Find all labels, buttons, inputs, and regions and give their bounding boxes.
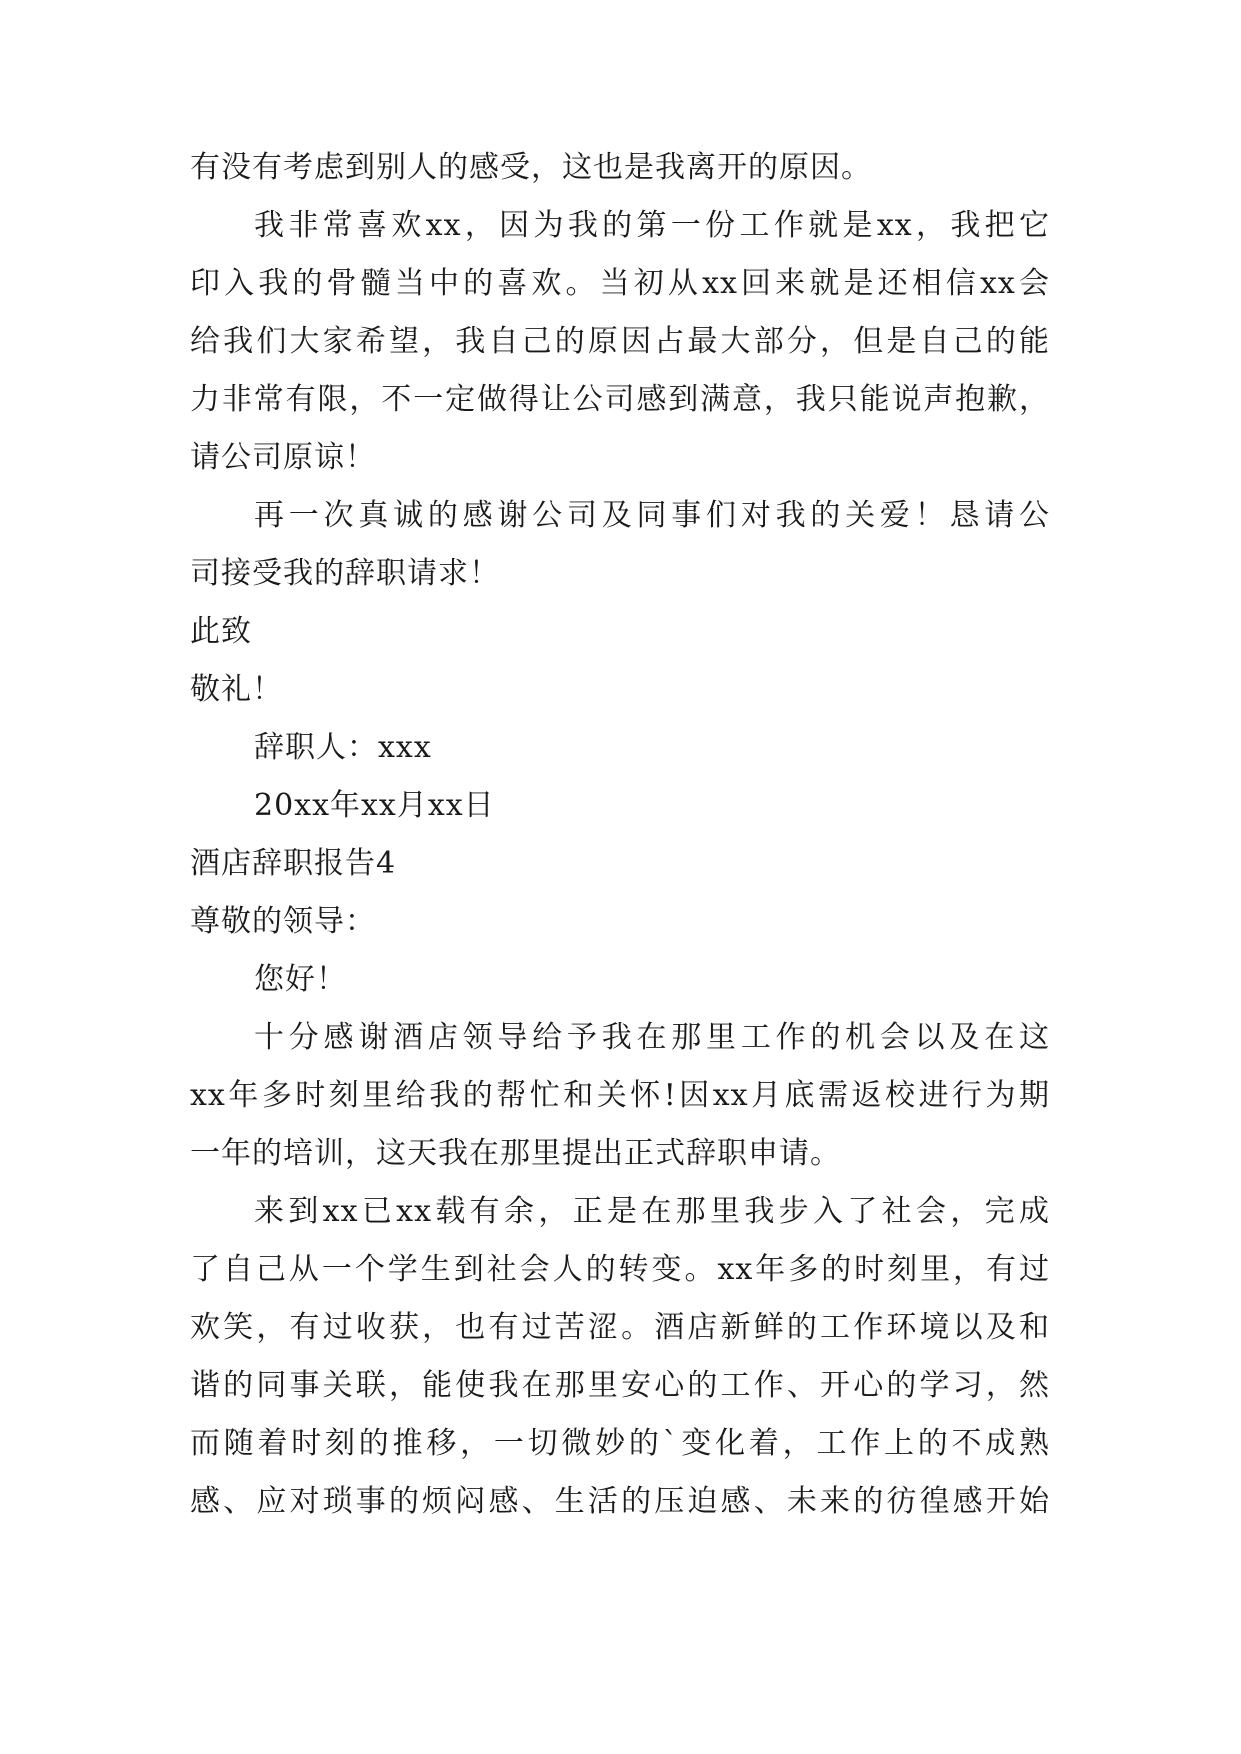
paragraph-first-line: 十分感谢酒店领导给予我在那里工作的机会以及在这 bbox=[254, 1020, 1050, 1055]
section-title: 酒店辞职报告4 bbox=[190, 846, 397, 881]
paragraph-first-line: 我非常喜欢xx，因为我的第一份工作就是xx，我把它 bbox=[254, 208, 1050, 243]
text-line: 感、应对琐事的烦闷感、生活的压迫感、未来的彷徨感开始 bbox=[190, 1484, 1050, 1519]
text-line: 给我们大家希望，我自己的原因占最大部分，但是自己的能 bbox=[190, 324, 1050, 359]
signature-line: 辞职人：xxx bbox=[254, 730, 432, 765]
text-line: 司接受我的辞职请求！ bbox=[190, 556, 500, 591]
text-line: 力非常有限，不一定做得让公司感到满意，我只能说声抱歉， bbox=[190, 382, 1050, 417]
paragraph-first-line: 来到xx已xx载有余，正是在那里我步入了社会，完成 bbox=[254, 1194, 1050, 1229]
date-line: 20xx年xx月xx日 bbox=[254, 788, 495, 823]
text-line: 谐的同事关联，能使我在那里安心的工作、开心的学习，然 bbox=[190, 1368, 1050, 1403]
text-line: 了自己从一个学生到社会人的转变。xx年多的时刻里，有过 bbox=[190, 1252, 1050, 1287]
greeting: 尊敬的领导： bbox=[190, 904, 376, 939]
text-line: xx年多时刻里给我的帮忙和关怀!因xx月底需返校进行为期 bbox=[190, 1078, 1050, 1113]
paragraph-first-line: 再一次真诚的感谢公司及同事们对我的关爱！恳请公 bbox=[254, 498, 1050, 533]
greeting-hello: 您好！ bbox=[254, 962, 347, 997]
text-line: 有没有考虑到别人的感受，这也是我离开的原因。 bbox=[190, 150, 872, 185]
text-line: 一年的培训，这天我在那里提出正式辞职申请。 bbox=[190, 1136, 841, 1171]
text-line: 请公司原谅！ bbox=[190, 440, 376, 475]
closing-salutation: 此致 bbox=[190, 614, 252, 649]
text-line: 欢笑，有过收获，也有过苦涩。酒店新鲜的工作环境以及和 bbox=[190, 1310, 1050, 1345]
closing-regards: 敬礼！ bbox=[190, 672, 283, 707]
text-line: 印入我的骨髓当中的喜欢。当初从xx回来就是还相信xx会 bbox=[190, 266, 1050, 301]
text-line: 而随着时刻的推移，一切微妙的`变化着，工作上的不成熟 bbox=[190, 1426, 1050, 1461]
